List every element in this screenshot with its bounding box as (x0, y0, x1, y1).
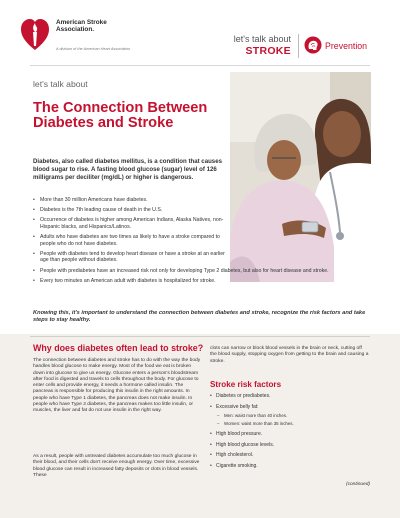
facts-list (33, 197, 363, 288)
list-item: • Excessive belly fat: (210, 404, 370, 410)
org-name: American Stroke Association. (56, 19, 107, 34)
list-item: • Diabetes or prediabetes. (210, 393, 370, 399)
list-item: • Adults who have diabetes are two times as likely to have a stroke compared to people who do not have diabetes. (33, 234, 230, 247)
list-item: • People with diabetes tend to develop heart disease or have a stroke at an earlier age than people without diabetes. (33, 251, 230, 264)
sub-list-item: – Men: waist more than 40 inches. (210, 413, 370, 419)
header-rule (30, 65, 370, 66)
risk-factors-list (210, 393, 370, 474)
list-item: • Occurrence of diabetes is higher among American Indians, Alaska Natives, non-Hispanic blacks, and Hispanics/Latinos. (33, 217, 230, 230)
sub-list-item: – Women: waist more than 35 inches. (210, 421, 370, 427)
section-heading-risk: Stroke risk factors (210, 380, 282, 389)
band-rule (30, 336, 370, 337)
header-divider (298, 34, 299, 58)
page-title: The Connection Between Diabetes and Stroke (33, 100, 208, 132)
hero-prefix: let's talk about (33, 79, 88, 89)
callout-text: Knowing this, it's important to understand the connection between diabetes and stroke, recognize the risk factors and take steps to stay healthy. (33, 310, 366, 324)
intro-paragraph: Diabetes, also called diabetes mellitus, is a condition that causes blood sugar to rise. A fasting blood glucose (sugar) level of 126 milligrams per deciliter (mg/dL) or higher is dangerous. (33, 158, 222, 181)
list-item: • More than 30 million Americans have diabetes. (33, 197, 230, 204)
brain-head-icon (304, 36, 322, 54)
series-topic: STROKE (245, 45, 291, 57)
org-subtitle: A division of the American Heart Association (56, 47, 131, 51)
continued-note: (continued) (346, 482, 370, 487)
list-item: • High blood pressure. (210, 431, 370, 437)
why-paragraph-3: clots can narrow or block blood vessels in the brain or neck, cutting off the blood supply, stopping oxygen from getting to the brain and causing a stroke. (210, 346, 369, 364)
list-item: • Every two minutes an American adult with diabetes is hospitalized for stroke. (33, 278, 370, 285)
section-heading-why: Why does diabetes often lead to stroke? (33, 343, 204, 353)
list-item: • Diabetes is the 7th leading cause of death in the U.S. (33, 207, 230, 214)
heart-torch-logo-icon (20, 16, 50, 52)
series-prefix: let's talk about (233, 34, 291, 44)
list-item: • High cholesterol. (210, 452, 370, 458)
category-label: Prevention (325, 41, 368, 51)
why-paragraph-1: The connection between diabetes and stroke has to do with the way the body handles blood glucose to make energy. Most of the food we eat is broken down into glucose to give us energy. Glucose enters a person's bloodstream after food is digested and travels to cells throughout the body. For glucose to enter cells and provide energy, it needs a hormone called insulin. The pancreas is responsible for producing this insulin in the right amounts. In people who have Type 1 diabetes, the pancreas does not make insulin. In people who have Type 2 diabetes, the pancreas makes too little insulin, or muscles, the liver and fat do not use insulin in the right way. (33, 358, 201, 413)
list-item: • Cigarette smoking. (210, 463, 370, 469)
page-header (0, 0, 400, 62)
why-paragraph-2: As a result, people with untreated diabetes accumulate too much glucose in their blood, and their cells don't receive enough energy. Over time, excessive blood glucose can result in increased fatty deposits or clots in blood vessels. These (33, 454, 200, 478)
list-item: • High blood glucose levels. (210, 442, 370, 448)
list-item: • People with prediabetes have an increased risk not only for developing Type 2 diabetes, but also for heart disease and stroke. (33, 268, 370, 275)
